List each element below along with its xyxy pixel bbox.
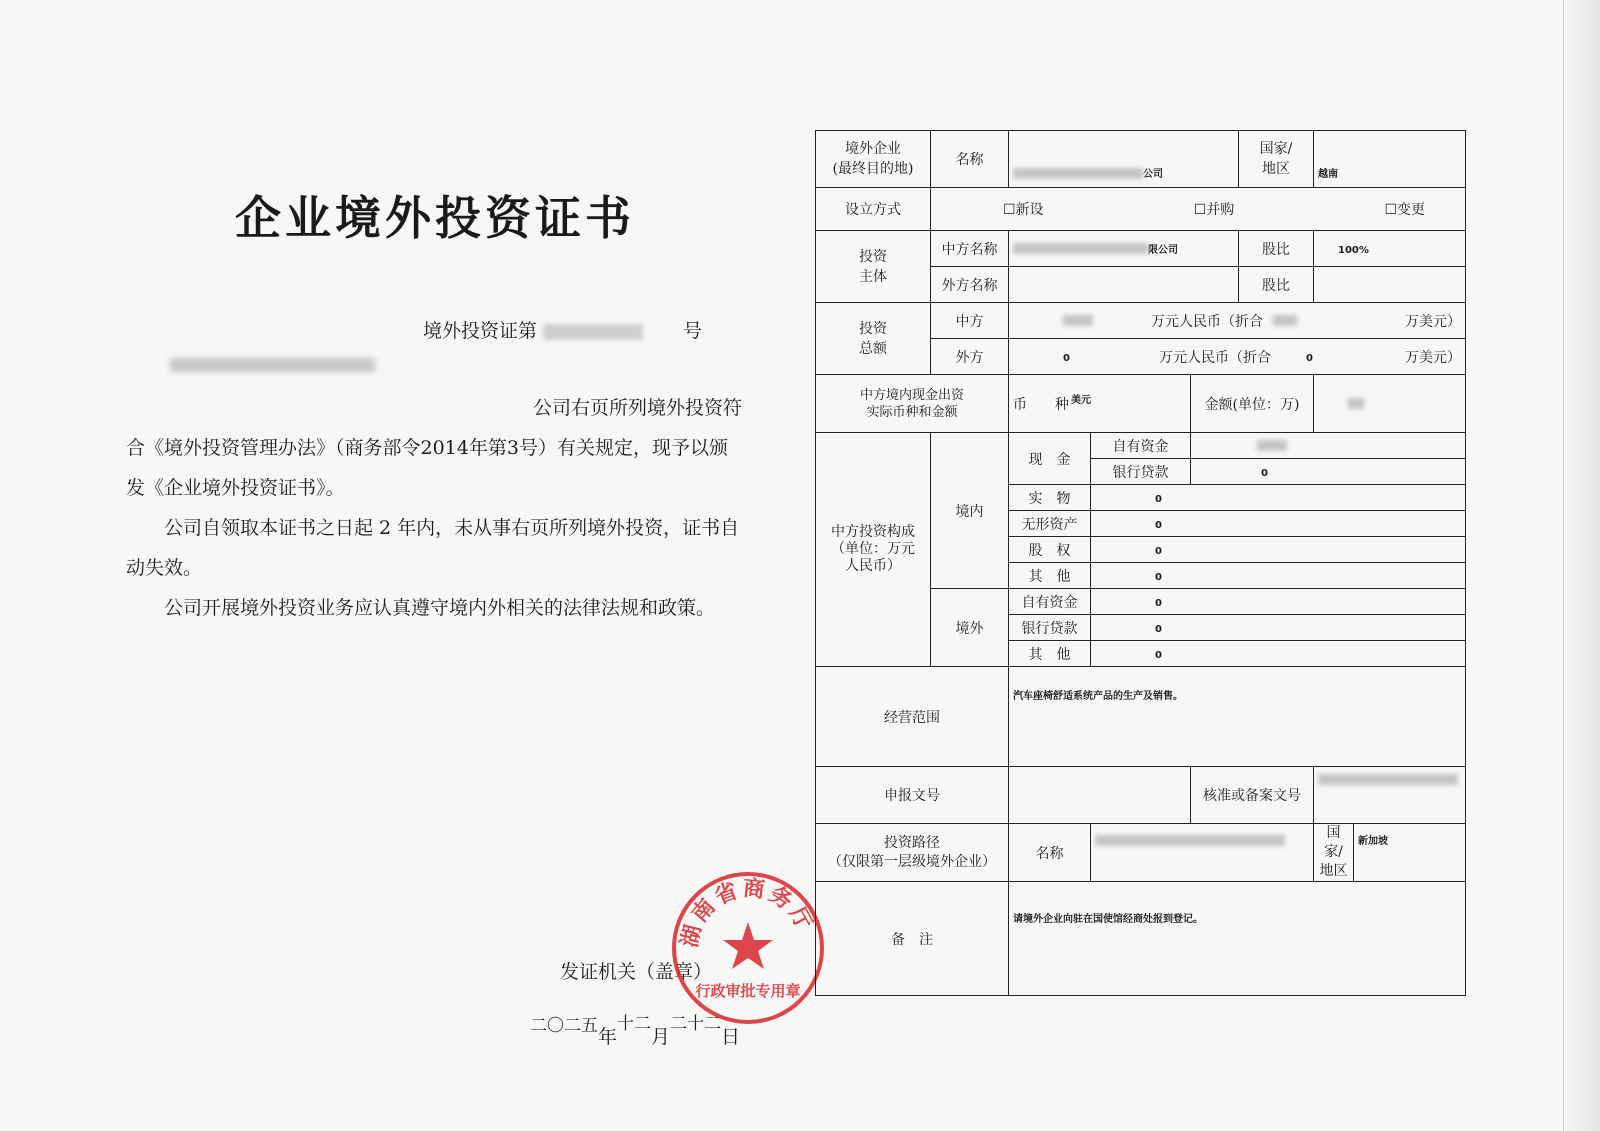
equity-value: 0 [1155, 545, 1162, 557]
issuing-authority: 发证机关（盖章） [560, 961, 713, 983]
foreign-usd-value: 0 [1306, 352, 1313, 364]
date-month-unit: 月 [651, 1026, 671, 1048]
ov-own-funds-value: 0 [1155, 597, 1162, 609]
bank-loan-value: 0 [1261, 467, 1268, 479]
redacted-own-funds [1257, 440, 1287, 451]
investment-route-label: 投资路径 （仅限第一层级境外企业） [816, 824, 1009, 882]
date-year: 二〇二五 [530, 1016, 598, 1036]
other-value: 0 [1155, 571, 1162, 583]
certificate-number [423, 316, 702, 343]
physical-label: 实 物 [1009, 485, 1091, 511]
method-merge-checkbox: ☐并购 [1193, 202, 1235, 218]
certificate-title: 企业境外投资证书 [235, 191, 635, 245]
currency-label: 币 种 [1013, 396, 1069, 413]
date-day-unit: 日 [721, 1026, 741, 1048]
rmb-unit: 万元人民币（折合 [1151, 313, 1263, 330]
foreign-name-label: 外方名称 [931, 267, 1009, 303]
domestic-label: 境内 [931, 433, 1009, 589]
redacted-cn-rmb [1063, 315, 1093, 326]
amount-label: 金额(单位：万) [1191, 375, 1314, 433]
intangible-label: 无形资产 [1009, 511, 1091, 537]
approval-number-label: 核准或备案文号 [1191, 767, 1314, 824]
route-country-value: 新加坡 [1358, 836, 1388, 847]
share-ratio-value: 100% [1338, 244, 1369, 256]
business-scope-value: 汽车座椅舒适系统产品的生产及销售。 [1013, 691, 1183, 702]
business-scope-label: 经营范围 [816, 667, 1009, 767]
currency-cell [1009, 375, 1191, 433]
redacted-cn-usd [1273, 315, 1297, 326]
share-ratio-value-2 [1314, 267, 1466, 303]
cert-number-prefix: 境外投资证第 [423, 320, 538, 342]
investor-label: 投资 主体 [816, 231, 931, 303]
composition-label: 中方投资构成 （单位：万元 人民币） [816, 433, 931, 667]
foreign-party-label: 外方 [931, 339, 1009, 375]
official-seal [668, 868, 828, 1028]
redacted-number [543, 324, 643, 340]
establish-method-options [931, 188, 1466, 231]
foreign-rmb-value: 0 [1063, 352, 1070, 364]
date-month: 十二 [617, 1014, 652, 1034]
chinese-party-label: 中方 [931, 303, 1009, 339]
physical-value: 0 [1155, 493, 1162, 505]
establish-method-label: 设立方式 [816, 188, 931, 231]
overseas-name-suffix: 公司 [1143, 169, 1163, 180]
seal-bottom-text: 行政审批专用章 [695, 982, 801, 1000]
route-name-label: 名称 [1009, 824, 1091, 882]
redacted-amount [1348, 398, 1364, 409]
overseas-sub-label: 境外 [931, 589, 1009, 667]
body-paragraph-1: 合《境外投资管理办法》（商务部令2014年第3号）有关规定，现予以颁发《企业境外投资证书》。 [126, 437, 728, 499]
overseas-name-cell [1009, 131, 1239, 188]
redacted-route-name [1095, 835, 1285, 846]
redacted-overseas-name [1013, 168, 1143, 179]
bank-loan-label: 银行贷款 [1091, 459, 1191, 485]
total-investment-label: 投资 总额 [816, 303, 931, 375]
redacted-chinese-name [1013, 243, 1148, 254]
filing-number-label: 申报文号 [816, 767, 1009, 824]
body-paragraph-2: 公司自领取本证书之日起 2 年内，未从事右页所列境外投资，证书自动失效。 [126, 517, 740, 579]
country-value: 越南 [1318, 169, 1338, 180]
date-year-unit: 年 [598, 1026, 618, 1048]
overseas-enterprise-label: 境外企业 (最终目的地) [816, 131, 931, 188]
body-line-1: 公司右页所列境外投资符 [532, 397, 742, 419]
route-country-label: 国家/ 地区 [1314, 824, 1354, 882]
cash-sub-label: 现 金 [1009, 433, 1091, 485]
share-ratio-label-2: 股比 [1239, 267, 1314, 303]
investment-details-table [815, 130, 1466, 996]
method-change-checkbox: ☐变更 [1384, 202, 1425, 218]
equity-label: 股 权 [1009, 537, 1091, 563]
remark-label: 备 注 [816, 882, 1009, 996]
usd-unit-2: 万美元） [1405, 349, 1461, 366]
share-ratio-label: 股比 [1239, 231, 1314, 267]
foreign-name-value [1009, 267, 1239, 303]
ov-own-funds-label: 自有资金 [1009, 589, 1091, 615]
ov-bank-loan-label: 银行贷款 [1009, 615, 1091, 641]
date-day: 二十二 [670, 1014, 722, 1034]
redacted-company-name [170, 358, 375, 372]
foreign-total-row [1009, 339, 1466, 375]
page-edge-shadow [1564, 0, 1600, 1131]
body-paragraph-3: 公司开展境外投资业务应认真遵守境内外相关的法律法规和政策。 [164, 597, 716, 619]
certificate-body [126, 388, 742, 628]
ov-bank-loan-value: 0 [1155, 623, 1162, 635]
seal-top-text: 湖南省商务厅 [676, 875, 819, 950]
intangible-value: 0 [1155, 519, 1162, 531]
seal-star-icon [723, 922, 773, 969]
ov-other-label: 其 他 [1009, 641, 1091, 667]
cash-contribution-label: 中方境内现金出资 实际币种和金额 [816, 375, 1009, 433]
redacted-approval-number [1318, 774, 1458, 785]
method-new-checkbox: ☐新设 [1003, 202, 1044, 218]
country-label: 国家/ 地区 [1239, 131, 1314, 188]
cert-number-suffix: 号 [683, 320, 703, 342]
remark-value: 请境外企业向驻在国使馆经商处报到登记。 [1013, 914, 1203, 925]
rmb-unit-2: 万元人民币（折合 [1159, 349, 1271, 366]
filing-number-value [1009, 767, 1191, 824]
usd-unit: 万美元） [1405, 313, 1461, 330]
currency-value: 美元 [1071, 394, 1091, 406]
own-funds-label: 自有资金 [1091, 433, 1191, 459]
chinese-name-label: 中方名称 [931, 231, 1009, 267]
name-label: 名称 [931, 131, 1009, 188]
ov-other-value: 0 [1155, 649, 1162, 661]
chinese-name-suffix: 限公司 [1148, 244, 1178, 256]
chinese-total-row [1009, 303, 1466, 339]
other-label: 其 他 [1009, 563, 1091, 589]
